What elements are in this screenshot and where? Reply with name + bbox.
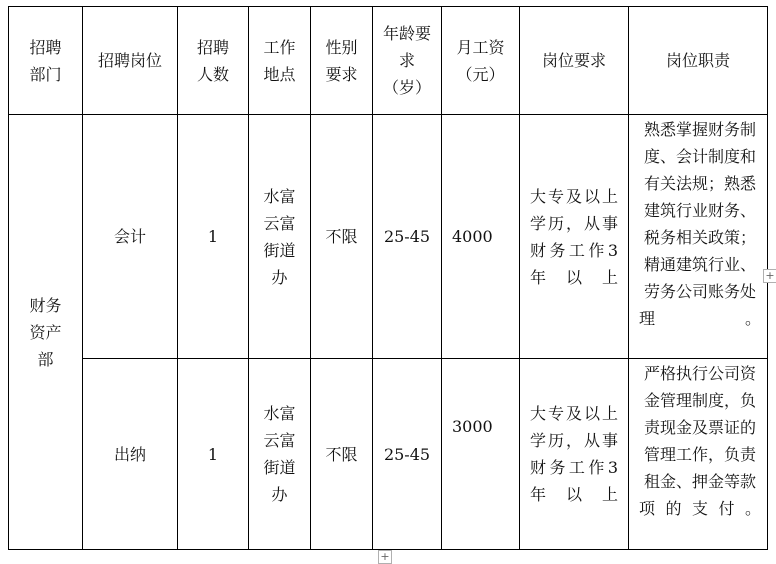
- table-row: [9, 115, 768, 359]
- table-resize-plus-icon[interactable]: +: [763, 269, 776, 283]
- header-position: 招聘岗位: [83, 7, 178, 115]
- header-salary: 月工资（元）: [442, 7, 520, 115]
- add-row-plus-icon[interactable]: +: [378, 550, 392, 564]
- gender-cell: 不限: [311, 115, 373, 359]
- department-cell: 财务资产部: [9, 115, 83, 550]
- location-cell: 水富云富街道办: [249, 359, 311, 550]
- location-cell: 水富云富街道办: [249, 115, 311, 359]
- position-cell: 出纳: [83, 359, 178, 550]
- gender-cell: 不限: [311, 359, 373, 550]
- position-cell: 会计: [83, 115, 178, 359]
- duties-cell: 熟悉掌握财务制度、会计制度和有关法规；熟悉建筑行业财务、税务相关政策；精通建筑行业、劳务公司账务处理。: [629, 115, 768, 359]
- header-gender: 性别要求: [311, 7, 373, 115]
- age-cell: 25-45: [373, 115, 442, 359]
- header-requirements: 岗位要求: [520, 7, 629, 115]
- headcount-cell: 1: [178, 359, 249, 550]
- salary-cell: 4000: [442, 115, 520, 359]
- header-location: 工作地点: [249, 7, 311, 115]
- header-headcount: 招聘人数: [178, 7, 249, 115]
- requirements-cell: 大专及以上学历，从事财务工作3年以上: [520, 359, 629, 550]
- recruitment-table: [8, 6, 768, 550]
- duties-cell: 严格执行公司资金管理制度，负责现金及票证的管理工作，负责租金、押金等款项的支付。: [629, 359, 768, 550]
- table-row: [9, 359, 768, 550]
- age-cell: 25-45: [373, 359, 442, 550]
- header-row: [9, 7, 768, 115]
- header-duties: 岗位职责: [629, 7, 768, 115]
- header-department: 招聘部门: [9, 7, 83, 115]
- headcount-cell: 1: [178, 115, 249, 359]
- header-age: 年龄要求（岁）: [373, 7, 442, 115]
- requirements-cell: 大专及以上学历，从事财务工作3年以上: [520, 115, 629, 359]
- salary-cell: 3000: [442, 359, 520, 550]
